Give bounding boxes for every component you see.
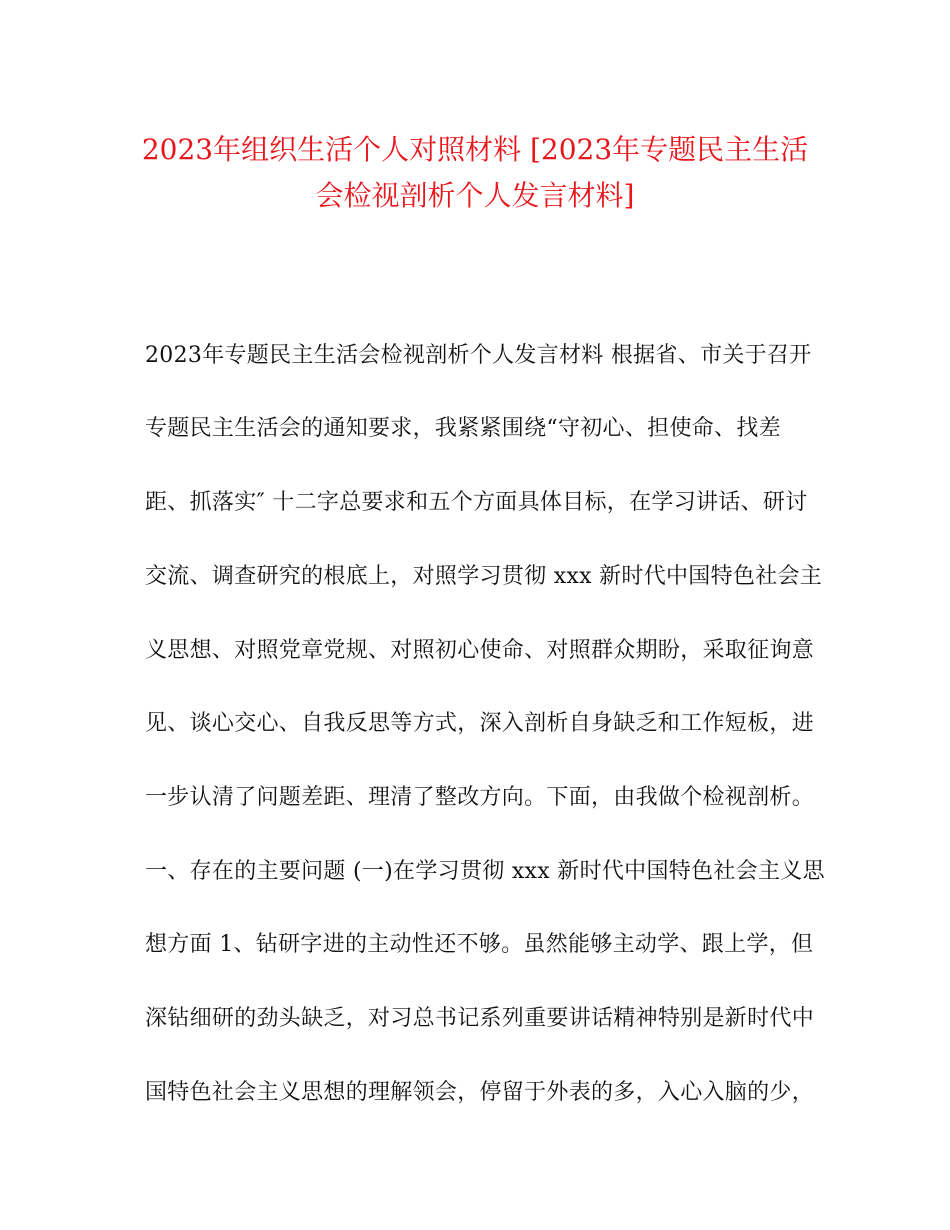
body-line: 想方面 1、钻研字进的主动性还不够。虽然能够主动学、跟上学，但 — [145, 932, 814, 957]
body-line: 见、谈心交心、自我反思等方式，深入剖析自身缺乏和工作短板，进 — [145, 711, 815, 736]
document-title-line-1: 2023年组织生活个人对照材料 [2023年专题民主生活 — [141, 133, 809, 166]
body-line: 专题民主生活会的通知要求，我紧紧围绕“守初心、担使命、找差 — [145, 416, 781, 441]
body-line: 一、存在的主要问题 (一)在学习贯彻 xxx 新时代中国特色社会主义思 — [145, 859, 825, 884]
body-line: 距、抓落实″ 十二字总要求和五个方面具体目标，在学习讲话、研讨 — [145, 490, 808, 515]
body-line: 交流、调查研究的根底上，对照学习贯彻 xxx 新时代中国特色社会主 — [145, 564, 823, 589]
body-line: 一步认清了问题差距、理清了整改方向。下面，由我做个检视剖析。 — [145, 785, 815, 810]
body-line: 深钻细研的劲头缺乏，对习总书记系列重要讲话精神特别是新时代中 — [145, 1006, 815, 1031]
document-title-line-2: 会检视剖析个人发言材料] — [315, 179, 635, 212]
body-line: 国特色社会主义思想的理解领会，停留于外表的多，入心入脑的少， — [145, 1080, 815, 1105]
body-line: 义思想、对照党章党规、对照初心使命、对照群众期盼，采取征询意 — [145, 638, 815, 663]
body-line: 2023年专题民主生活会检视剖析个人发言材料 根据省、市关于召开 — [145, 343, 812, 368]
